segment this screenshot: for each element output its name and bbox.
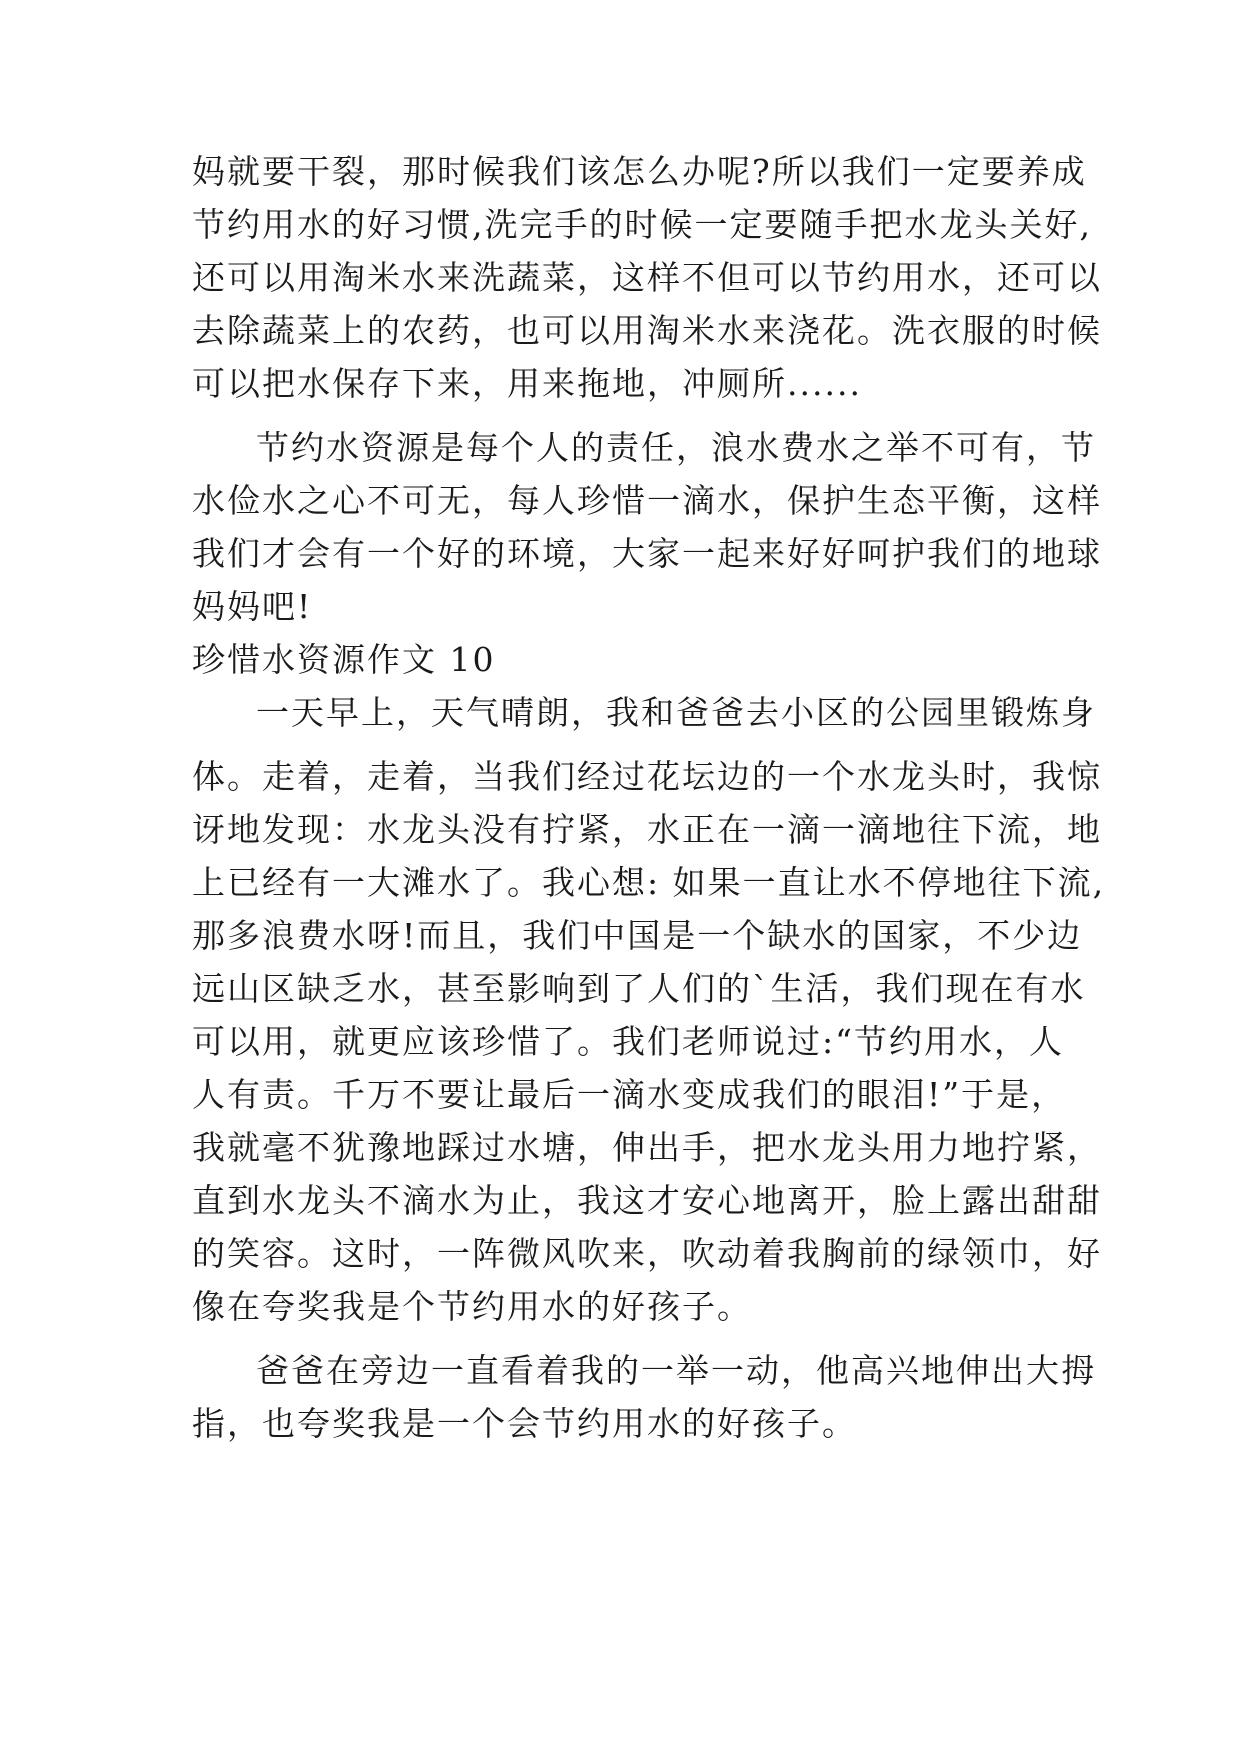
- text-line: 上已经有一大滩水了。我心想: 如果一直让水不停地往下流,: [192, 863, 1106, 902]
- section-heading: 珍惜水资源作文 10: [192, 640, 496, 679]
- text-line: 妈妈吧!: [192, 587, 313, 626]
- text-line: 可以把水保存下来，用来拖地，冲厕所......: [192, 364, 862, 403]
- text-line: 直到水龙头不滴水为止，我这才安心地离开，脸上露出甜甜: [192, 1181, 1102, 1220]
- text-line: 水俭水之心不可无，每人珍惜一滴水，保护生态平衡，这样: [192, 481, 1102, 520]
- text-line: 人有责。千万不要让最后一滴水变成我们的眼泪!”于是，: [192, 1075, 1067, 1114]
- text-line: 像在夸奖我是个节约用水的好孩子。: [192, 1287, 752, 1326]
- text-line: 我就毫不犹豫地踩过水塘，伸出手，把水龙头用力地拧紧，: [192, 1128, 1102, 1167]
- text-line: 去除蔬菜上的农药，也可以用淘米水来浇花。洗衣服的时候: [192, 311, 1102, 350]
- paragraph-start-line: 节约水资源是每个人的责任，浪水费水之举不可有，节: [256, 428, 1096, 467]
- paragraph-start-line: 爸爸在旁边一直看着我的一举一动，他高兴地伸出大拇: [256, 1351, 1096, 1390]
- text-line: 那多浪费水呀!而且，我们中国是一个缺水的国家，不少边: [192, 916, 1083, 955]
- text-line: 可以用，就更应该珍惜了。我们老师说过:“节约用水，人: [192, 1022, 1064, 1061]
- text-line: 讶地发现：水龙头没有拧紧，水正在一滴一滴地往下流，地: [192, 810, 1102, 849]
- text-line: 妈就要干裂，那时候我们该怎么办呢?所以我们一定要养成: [192, 152, 1087, 191]
- paragraph-start-line: 一天早上，天气晴朗，我和爸爸去小区的公园里锻炼身: [256, 693, 1096, 732]
- text-line: 还可以用淘米水来洗蔬菜，这样不但可以节约用水，还可以: [192, 258, 1102, 297]
- text-line: 节约用水的好习惯,洗完手的时候一定要随手把水龙头关好,: [192, 205, 1092, 244]
- text-line: 体。走着，走着，当我们经过花坛边的一个水龙头时，我惊: [192, 757, 1102, 796]
- text-line: 的笑容。这时，一阵微风吹来，吹动着我胸前的绿领巾，好: [192, 1234, 1102, 1273]
- text-line: 远山区缺乏水，甚至影响到了人们的`生活，我们现在有水: [192, 969, 1086, 1008]
- text-line: 我们才会有一个好的环境，大家一起来好好呵护我们的地球: [192, 534, 1102, 573]
- text-line: 指，也夸奖我是一个会节约用水的好孩子。: [192, 1404, 857, 1443]
